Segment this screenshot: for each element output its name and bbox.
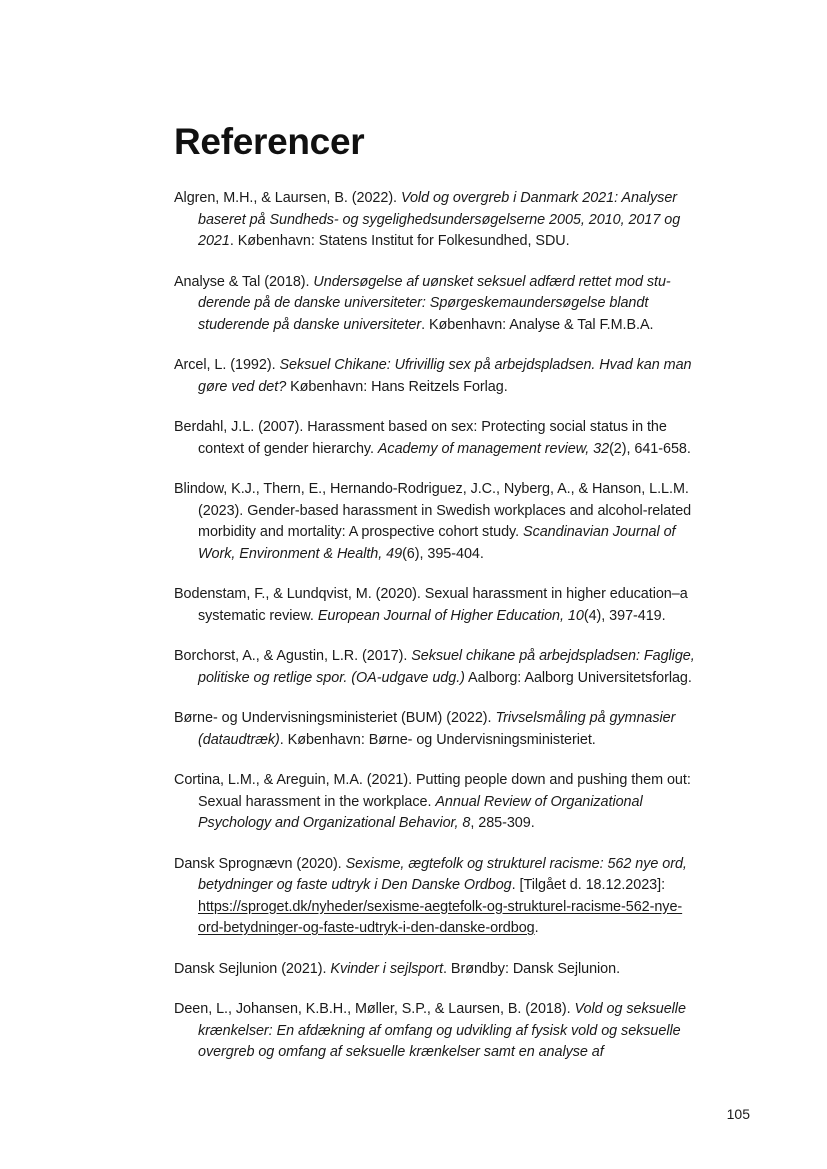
reference-entry	[174, 272, 702, 337]
reference-pages: (2), 641-658.	[609, 440, 691, 457]
reference-link[interactable]: https://sproget.dk/nyheder/sexisme-aegtefolk-og-strukturel-racisme-562-nye-ord-betydninger-og-faste-udtryk-i-den-danske-ordbog	[198, 898, 683, 936]
reference-publisher: . Brøndby: Dansk Sejlunion.	[443, 960, 621, 977]
reference-entry	[174, 959, 702, 981]
reference-authors: Blindow, K.J., Thern, E., Hernando-Rodriguez, J.C., Nyberg, A., & Hanson, L.L.M. (2023). Gender-based harassment in Swedish workplaces and alcohol-related morbidity and mortality: A prospective cohort study.	[174, 481, 692, 540]
reference-authors: Børne- og Undervisningsministeriet (BUM) (2022).	[174, 710, 496, 726]
reference-entry	[174, 999, 702, 1064]
reference-journal: Scandinavian Journal of Work, Environment & Health, 49	[198, 524, 676, 562]
page-title: Referencer	[174, 121, 365, 162]
reference-authors: Deen, L., Johansen, K.B.H., Møller, S.P., & Laursen, B. (2018).	[174, 1001, 575, 1017]
reference-title: Vold og seksuelle krænkelser: En afdækning af omfang og udvikling af fysisk vold og seksuelle overgreb og omfang af seksuelle krænkelser samt en analyse af	[198, 1001, 686, 1060]
reference-entry	[174, 417, 702, 460]
reference-title: Undersøgelse af uønsket seksuel adfærd rettet mod studerende på de danske universiteter: Spørgeskemaundersøgelse blandt studerende på danske universiteter	[198, 273, 671, 333]
reference-authors: Dansk Sprognævn (2020).	[174, 855, 346, 872]
reference-authors: Cortina, L.M., & Areguin, M.A. (2021). Putting people down and pushing them out: Sexual harassment in the workplace.	[174, 772, 691, 810]
reference-authors: Borchorst, A., & Agustin, L.R. (2017).	[174, 648, 412, 664]
reference-list	[174, 188, 702, 1083]
reference-title: Kvinder i sejlsport	[330, 960, 444, 977]
reference-title: Vold og overgreb i Danmark 2021: Analyser baseret på Sundheds- og sygelighedsundersøgelserne 2005, 2010, 2017 og 2021	[198, 190, 681, 249]
reference-authors: Arcel, L. (1992).	[174, 357, 280, 373]
reference-authors: Berdahl, J.L. (2007). Harassment based on sex: Protecting social status in the context of gender hierarchy.	[174, 419, 667, 457]
reference-entry	[174, 708, 702, 751]
reference-entry	[174, 584, 702, 627]
reference-journal: European Journal of Higher Education, 10	[317, 607, 584, 624]
reference-entry	[174, 479, 702, 565]
reference-journal: Academy of management review, 32	[377, 440, 610, 457]
reference-authors: Algren, M.H., & Laursen, B. (2022).	[174, 190, 401, 206]
reference-journal: Annual Review of Organizational Psychology and Organizational Behavior, 8	[198, 793, 643, 831]
page-number: 105	[726, 1106, 750, 1122]
reference-title: Sexisme, ægtefolk og strukturel racisme: 562 nye ord, betydninger og faste udtryk i Den Danske Ordbog	[198, 855, 687, 893]
reference-publisher: Aalborg: Aalborg Universitetsforlag.	[464, 669, 692, 686]
reference-access-note: . [Tilgået d. 18.12.2023]:	[511, 877, 666, 893]
reference-title: Seksuel Chikane: Ufrivillig sex på arbejdspladsen. Hvad kan man gøre ved det?	[198, 357, 692, 395]
reference-publisher: . København: Statens Institut for Folkesundhed, SDU.	[229, 233, 570, 249]
reference-pages: , 285-309.	[470, 815, 535, 831]
reference-authors: Dansk Sejlunion (2021).	[174, 960, 331, 977]
reference-publisher: . København: Analyse & Tal F.M.B.A.	[421, 316, 654, 333]
reference-entry	[174, 188, 702, 253]
reference-title: Seksuel chikane på arbejdspladsen: Faglige, politiske og retlige spor. (OA-udgave udg.)	[198, 648, 695, 686]
reference-publisher: København: Hans Reitzels Forlag.	[286, 378, 508, 395]
reference-title: Trivselsmåling på gymnasier (dataudtræk)	[198, 710, 676, 748]
reference-authors: Analyse & Tal (2018).	[174, 273, 314, 290]
reference-tail: .	[534, 920, 539, 936]
reference-entry	[174, 355, 702, 398]
reference-entry	[174, 770, 702, 835]
reference-entry	[174, 854, 702, 940]
reference-authors: Bodenstam, F., & Lundqvist, M. (2020). Sexual harassment in higher education–a systematic review.	[174, 586, 688, 624]
reference-entry	[174, 646, 702, 689]
reference-publisher: . København: Børne- og Undervisningsministeriet.	[279, 731, 596, 748]
reference-pages: (4), 397-419.	[583, 607, 666, 624]
reference-pages: (6), 395-404.	[402, 545, 484, 562]
